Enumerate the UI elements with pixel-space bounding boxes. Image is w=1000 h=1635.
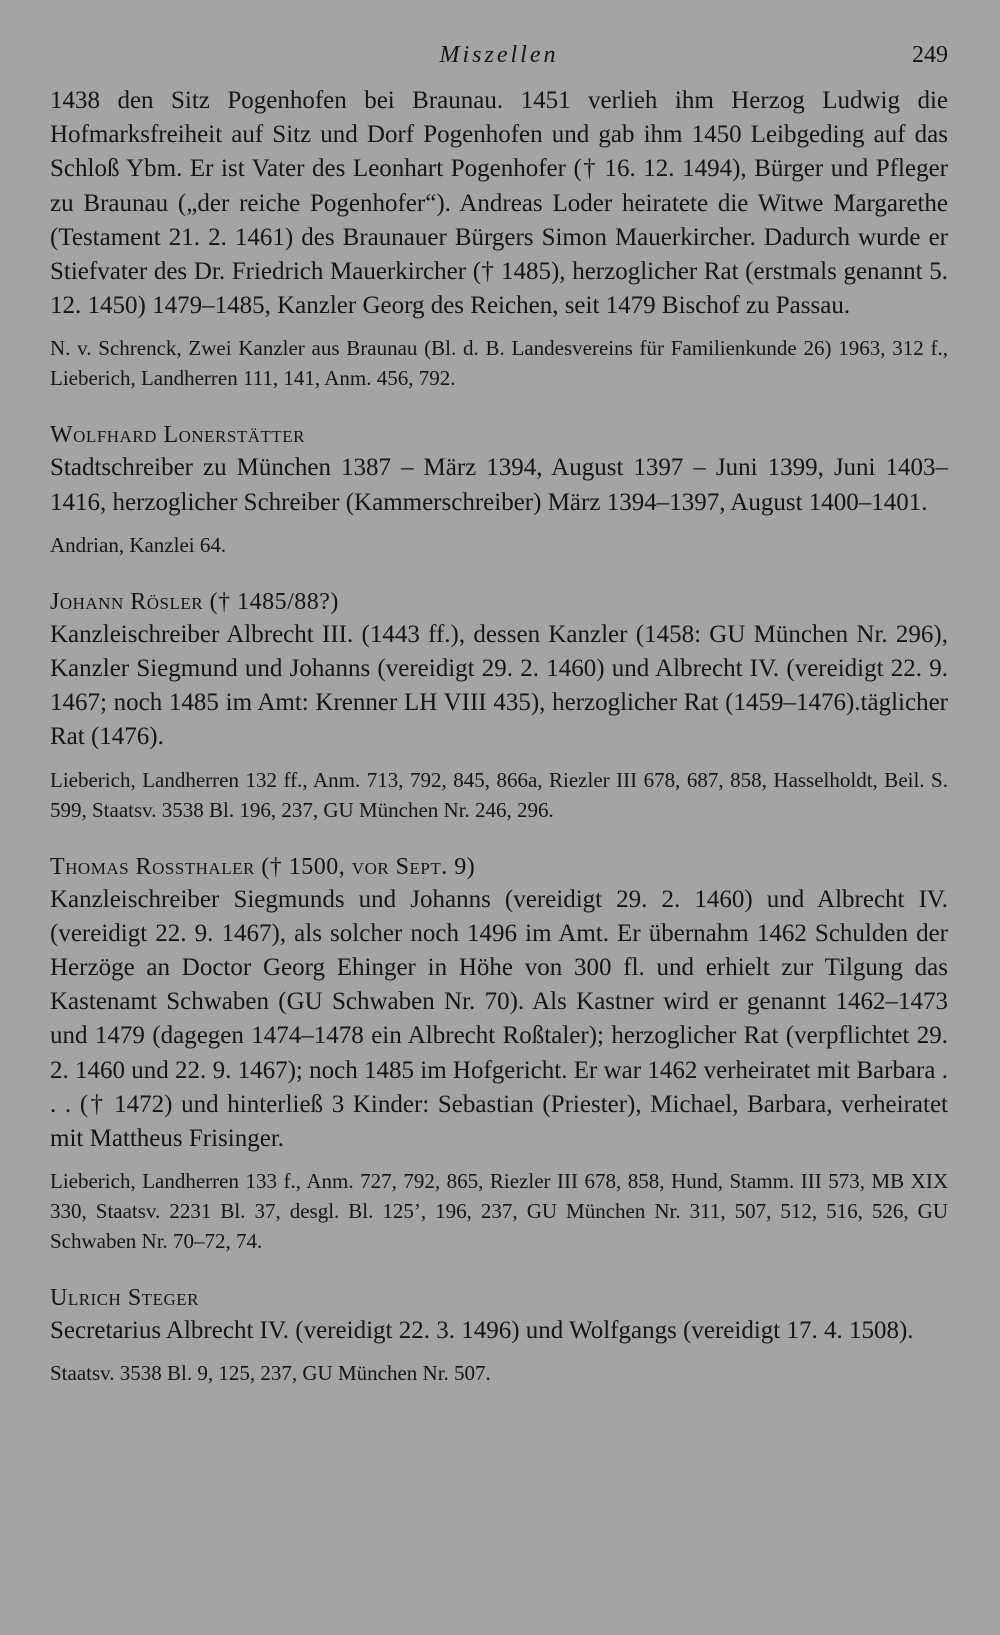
entry-reference: Andrian, Kanzlei 64.	[50, 532, 227, 557]
entry-name: Thomas Rossthaler († 1500, vor Sept. 9)	[50, 853, 476, 880]
entry-body: Kanzleischreiber Siegmunds und Johanns (vereidigt 29. 2. 1460) und Albrecht IV. (vereidigt 22. 9. 1467), als solcher noch 1496 im Amt. Er übernahm 1462 Schulden der Herzöge an Doctor Georg Ehinger in Höhe von 300 fl. und erhielt zur Tilgung das Kastenamt Schwaben (GU Schwaben Nr. 70). Als Kastner wird er genannt 1462–1473 und 1479 (dagegen 1474–1478 ein Albrecht Roßtaler); herzoglicher Rat (verpflichtet 29. 2. 1460 und 22. 9. 1467); noch 1485 im Hofgericht. Er war 1462 verheiratet mit Barbara . . . († 1472) und hinterließ 3 Kinder: Sebastian (Priester), Michael, Barbara, verheiratet mit Mattheus Frisinger.	[50, 885, 948, 1153]
entry-steger	[50, 1282, 948, 1388]
running-title: Miszellen	[439, 42, 559, 68]
entry-name: Johann Rösler († 1485/88?)	[50, 588, 339, 615]
entry-body: Secretarius Albrecht IV. (vereidigt 22. 3. 1496) und Wolfgangs (vereidigt 17. 4. 1508).	[50, 1317, 914, 1345]
entry-body: Kanzleischreiber Albrecht III. (1443 ff.), dessen Kanzler (1458: GU München Nr. 296), Kanzler Siegmund und Johanns (vereidigt 29. 2. 1460) und Albrecht IV. (vereidigt 22. 9. 1467; noch 1485 im Amt: Krenner LH VIII 435), herzoglicher Rat (1459–1476).täglicher Rat (1476).	[50, 620, 948, 751]
entry-name: Wolfhard Lonerstätter	[50, 422, 305, 449]
entry-roesler	[50, 586, 948, 825]
entry-reference: Staatsv. 3538 Bl. 9, 125, 237, GU München Nr. 507.	[50, 1361, 491, 1386]
entry-continuation	[50, 84, 948, 393]
entry-rossthaler	[50, 851, 948, 1257]
entry-name: Ulrich Steger	[50, 1285, 199, 1312]
entry-reference: Lieberich, Landherren 133 f., Anm. 727, 792, 865, Riezler III 678, 858, Hund, Stamm. III 573, MB XIX 330, Staatsv. 2231 Bl. 37, desgl. Bl. 125’, 196, 237, GU München Nr. 311, 507, 512, 516, 526, GU Schwaben Nr. 70–72, 74.	[50, 1169, 948, 1254]
page-number: 249	[912, 42, 948, 68]
entry-body: Stadtschreiber zu München 1387 – März 1394, August 1397 – Juni 1399, Juni 1403–1416, herzoglicher Schreiber (Kammerschreiber) März 1394–1397, August 1400–1401.	[50, 454, 948, 516]
entry-body: 1438 den Sitz Pogenhofen bei Braunau. 1451 verlieh ihm Herzog Ludwig die Hofmarksfreiheit auf Sitz und Dorf Pogenhofen und gab ihm 1450 Leibgeding auf das Schloß Ybm. Er ist Vater des Leonhart Pogenhofer († 16. 12. 1494), Bürger und Pfleger zu Braunau („der reiche Pogenhofer“). Andreas Loder heiratete die Witwe Margarethe (Testament 21. 2. 1461) des Braunauer Bürgers Simon Mauerkircher. Dadurch wurde er Stiefvater des Dr. Friedrich Mauerkircher († 1485), herzoglicher Rat (erstmals genannt 5. 12. 1450) 1479–1485, Kanzler Georg des Reichen, seit 1479 Bischof zu Passau.	[50, 87, 948, 320]
entry-reference: Lieberich, Landherren 132 ff., Anm. 713, 792, 845, 866a, Riezler III 678, 687, 858, Hasselholdt, Beil. S. 599, Staatsv. 3538 Bl. 196, 237, GU München Nr. 246, 296.	[50, 767, 948, 822]
running-head	[50, 38, 948, 78]
entry-reference: N. v. Schrenck, Zwei Kanzler aus Braunau (Bl. d. B. Landesvereins für Familienkunde 26) 1963, 312 f., Lieberich, Landherren 111, 141, Anm. 456, 792.	[50, 336, 948, 391]
entry-lonerstaetter	[50, 419, 948, 559]
